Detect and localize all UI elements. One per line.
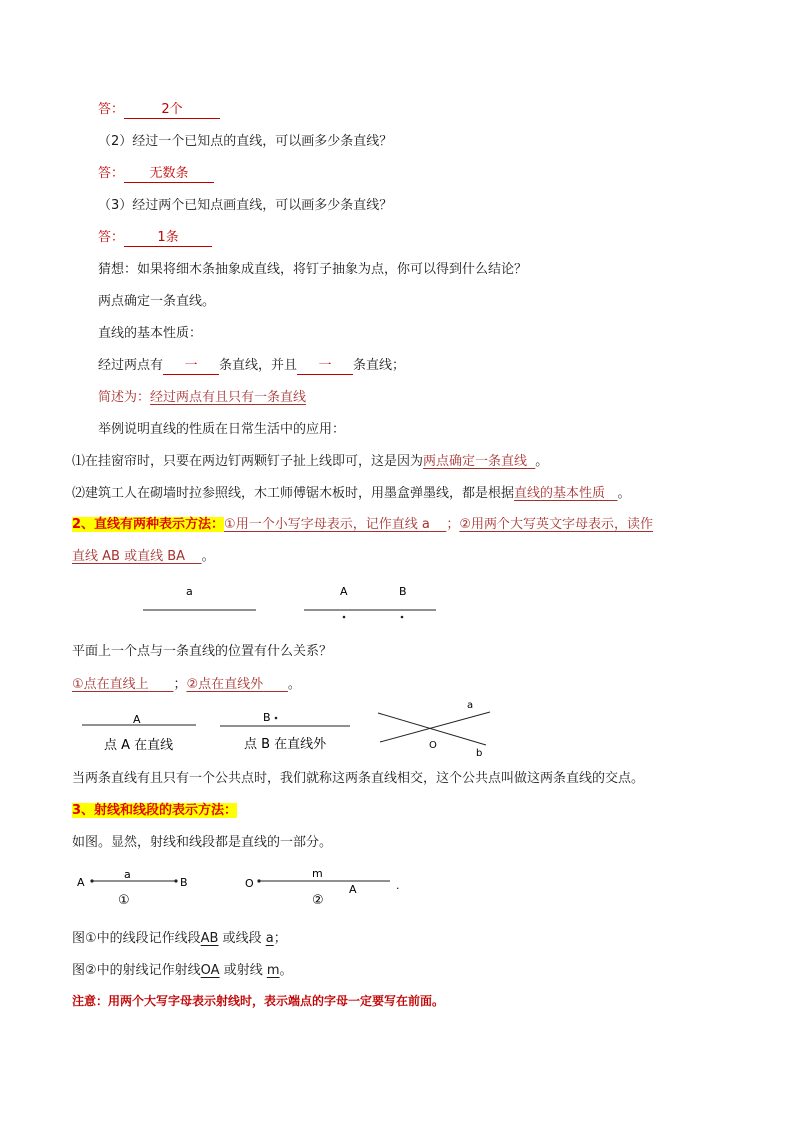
label-B: B	[180, 876, 188, 889]
point-B-label: B	[263, 711, 271, 724]
figure-number-1: ①	[118, 893, 130, 908]
answer-3-value: 1条	[124, 230, 212, 247]
label-A-ray: A	[349, 883, 357, 896]
label-m: m	[312, 867, 323, 880]
note-text: 图②中的射线记作射线	[72, 963, 201, 978]
guess-conclusion: 两点确定一条直线。	[98, 294, 216, 309]
examples-title: 举例说明直线的性质在日常生活中的应用：	[98, 422, 346, 437]
label-B: B	[399, 585, 407, 598]
property-part: 经过两点有	[98, 358, 164, 373]
section-2-heading: 2、直线有两种表示方法：	[72, 517, 225, 532]
period: 。	[287, 677, 301, 692]
point-A-label: A	[133, 713, 141, 726]
caption-point-off-line: 点 B 在直线外	[244, 737, 327, 752]
endpoint-B	[174, 879, 177, 882]
example-1-answer: 两点确定一条直线	[423, 454, 528, 469]
example-text: ⑵建筑工人在砌墙时拉参照线，木工师傅锯木板时，用墨盒弹墨线，都是根据	[72, 486, 515, 501]
property-blank-1: 一	[163, 358, 219, 375]
relation-1: ①点在直线上	[72, 677, 149, 692]
note-text: 。	[279, 963, 293, 978]
note-text: 图①中的线段记作线段	[72, 931, 201, 946]
method-1: ①用一个小写字母表示，记作直线 a	[224, 517, 430, 532]
guess-text: 猜想：如果将细木条抽象成直线，将钉子抽象为点，你可以得到什么结论？	[98, 262, 528, 277]
point-relation-question: 平面上一个点与一条直线的位置有什么关系？	[72, 644, 333, 659]
section-3-intro: 如图。显然，射线和线段都是直线的一部分。	[72, 835, 333, 850]
property-part: 条直线；	[353, 358, 406, 373]
example-2-answer: 直线的基本性质	[514, 486, 606, 501]
note-text: ；	[273, 931, 287, 946]
label-a: a	[467, 700, 474, 711]
brief-label: 简述为：	[98, 390, 151, 405]
note-underlined: AB	[200, 931, 219, 946]
separator: ；	[173, 677, 187, 692]
label-O: O	[429, 740, 437, 751]
note-text: 或线段	[222, 931, 262, 946]
intersect-text: 当两条直线有且只有一个公共点时，我们就称这两条直线相交，这个公共点叫做这两条直线的交点。	[72, 771, 645, 786]
answer-label: 答：	[98, 102, 125, 117]
note-text: 或射线	[223, 963, 263, 978]
example-end: 。	[535, 454, 549, 469]
question-3: （3）经过两个已知点画直线，可以画多少条直线？	[98, 198, 393, 213]
method-2: ②用两个大写英文字母表示，读作	[459, 517, 654, 532]
property-part: 条直线，并且	[219, 358, 298, 373]
method-2-cont: 直线 AB 或直线 BA	[72, 549, 186, 564]
property-title: 直线的基本性质：	[98, 326, 203, 341]
label-A: A	[77, 876, 85, 889]
label-O: O	[245, 877, 254, 890]
brief-value: 经过两点有且只有一条直线	[150, 390, 307, 405]
property-blank-2: 一	[297, 358, 353, 375]
label-A: A	[340, 585, 348, 598]
answer-label: 答：	[98, 230, 125, 245]
relation-2: ②点在直线外	[186, 677, 264, 692]
example-end: 。	[617, 486, 631, 501]
ray-note	[72, 962, 293, 980]
note-underlined: a	[265, 931, 274, 946]
label-a: a	[124, 868, 131, 881]
trailing-dot: .	[396, 879, 400, 892]
label-a: a	[186, 585, 193, 598]
label-b: b	[476, 748, 483, 759]
example-text: ⑴在挂窗帘时，只要在两边钉两颗钉子扯上线即可，这是因为	[72, 454, 424, 469]
answer-2-value: 无数条	[124, 166, 214, 183]
question-2: （2）经过一个已知点的直线，可以画多少条直线？	[98, 134, 393, 149]
answer-1-value: 2个	[124, 102, 220, 119]
period: 。	[201, 549, 215, 564]
section-3-heading: 3、射线和线段的表示方法：	[72, 803, 238, 818]
note-underlined: OA	[200, 963, 220, 978]
note-underlined: m	[266, 963, 280, 978]
separator: ；	[446, 517, 460, 532]
segment-note	[72, 930, 287, 948]
caption-point-on-line: 点 A 在直线	[104, 738, 174, 753]
figure-number-2: ②	[312, 893, 324, 908]
warning-note: 注意：用两个大写字母表示射线时，表示端点的字母一定要写在前面。	[72, 994, 445, 1008]
answer-label: 答：	[98, 166, 125, 181]
